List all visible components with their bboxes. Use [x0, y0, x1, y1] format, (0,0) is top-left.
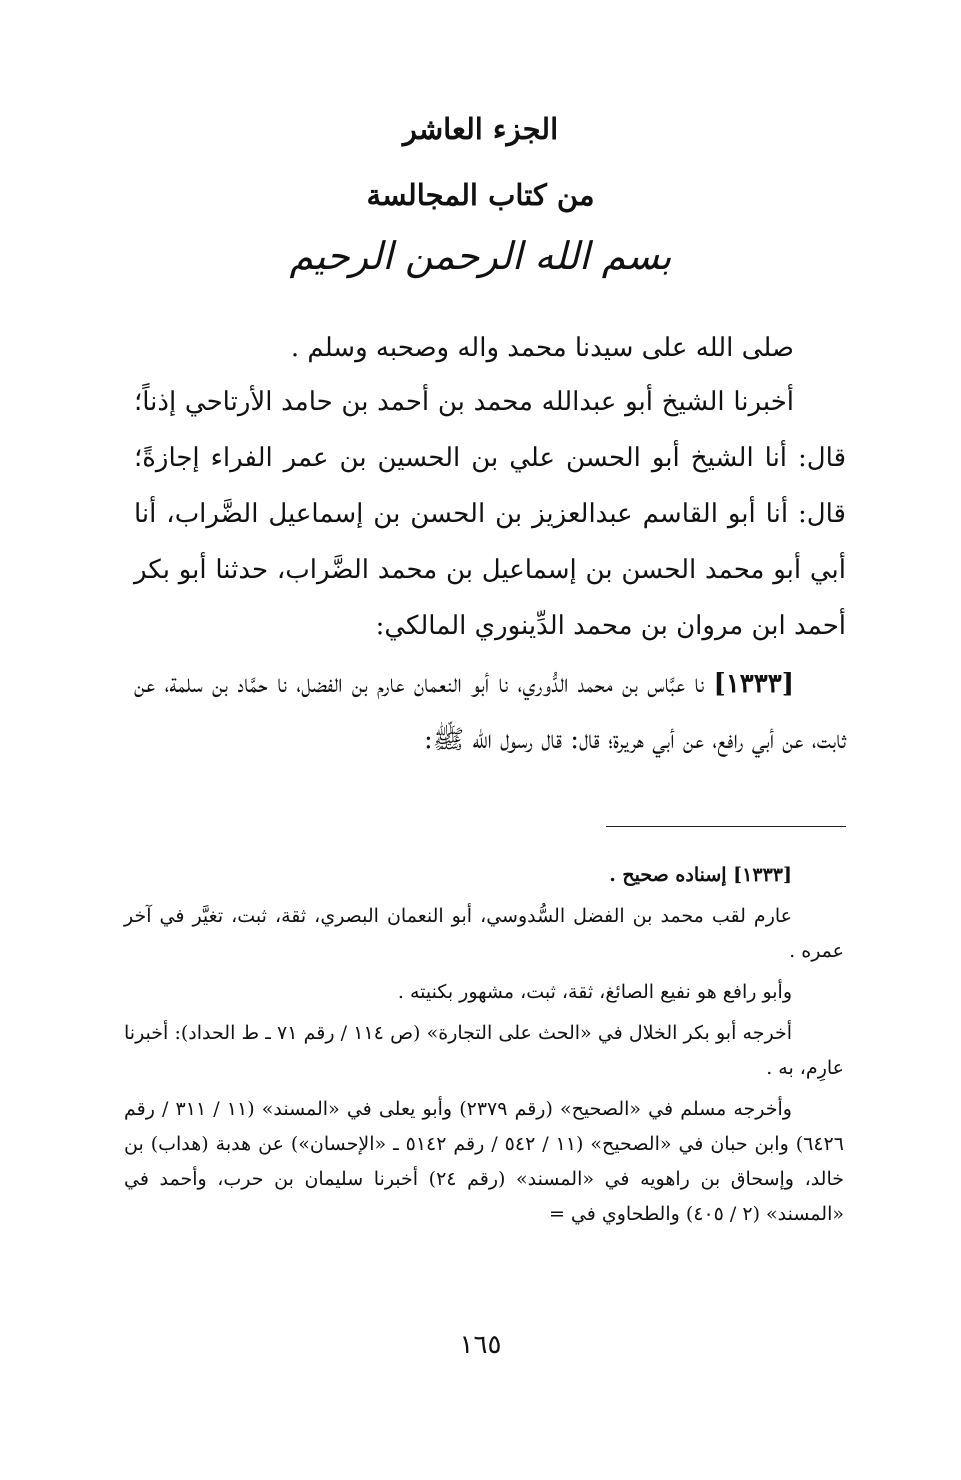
hadith-block: [134, 656, 846, 768]
isnad-text: أخبرنا الشيخ أبو عبدالله محمد بن أحمد بن حامد الأرتاحي إذناً؛ قال: أنا الشيخ أبو الحسن علي بن الحسين بن عمر الفراء إجازةً؛ قال: أنا أبو القاسم عبدالعزيز بن الحسن بن إسماعيل الضَّراب، أنا أبي أبو محمد الحسن بن إسماعيل بن محمد الضَّراب، حدثنا أبو بكر أحمد ابن مروان بن محمد الدِّينوري المالكي:: [134, 387, 846, 641]
footnotes: [124, 858, 844, 1238]
hadith-text: نا عبَّاس بن محمد الدُّوري، نا أبو النعمان عارم بن الفضل، نا حمَّاد بن سلمة، عن ثابت، عن أبي رافع، عن أبي هريرة؛ قال: قال رسول الله ﷺ:: [134, 669, 846, 755]
salawat-text: صلى الله على سيدنا محمد واله وصحبه وسلم .: [290, 333, 794, 363]
footnote-divider: [606, 826, 846, 827]
part-title: الجزء العاشر: [402, 112, 559, 146]
page-number: ١٦٥: [459, 1330, 502, 1360]
salawat-line: [134, 320, 846, 376]
footnote-paragraph: عارم لقب محمد بن الفضل السُّدوسي، أبو النعمان البصري، ثقة، ثبت، تغيَّر في آخر عمره .: [124, 905, 844, 962]
footnote-heading: [١٣٣٣] إسناده صحيح .: [609, 864, 792, 886]
footnote-paragraph: وأخرجه مسلم في «الصحيح» (رقم ٢٣٧٩) وأبو يعلى في «المسند» (١١ / ٣١١ / رقم ٦٤٢٦) وابن حبان في «الصحيح» (١١ / ٥٤٢ / رقم ٥١٤٢ ـ «الإحسان») عن هدبة (هداب) بن خالد، وإسحاق بن راهويه في «المسند» (رقم ٢٤) أخبرنا سليمان بن حرب، وأحمد في «المسند» (٢ / ٤٠٥) والطحاوي في =: [124, 1098, 844, 1225]
hadith-paragraph: [134, 656, 846, 768]
footnote-paragraph: أخرجه أبو بكر الخلال في «الحث على التجارة» (ص ١١٤ / رقم ٧١ ـ ط الحداد): أخبرنا عارِم، به .: [124, 1022, 844, 1079]
basmala-calligraphy: بسم الله الرحمن الرحيم: [289, 234, 672, 278]
book-title: من كتاب المجالسة: [366, 178, 595, 212]
hadith-number: [١٣٣٣]: [713, 669, 794, 699]
footnote-paragraph: وأبو رافع هو نفيع الصائغ، ثقة، ثبت، مشهور بكنيته .: [397, 981, 792, 1003]
isnad-paragraph: [134, 374, 846, 654]
